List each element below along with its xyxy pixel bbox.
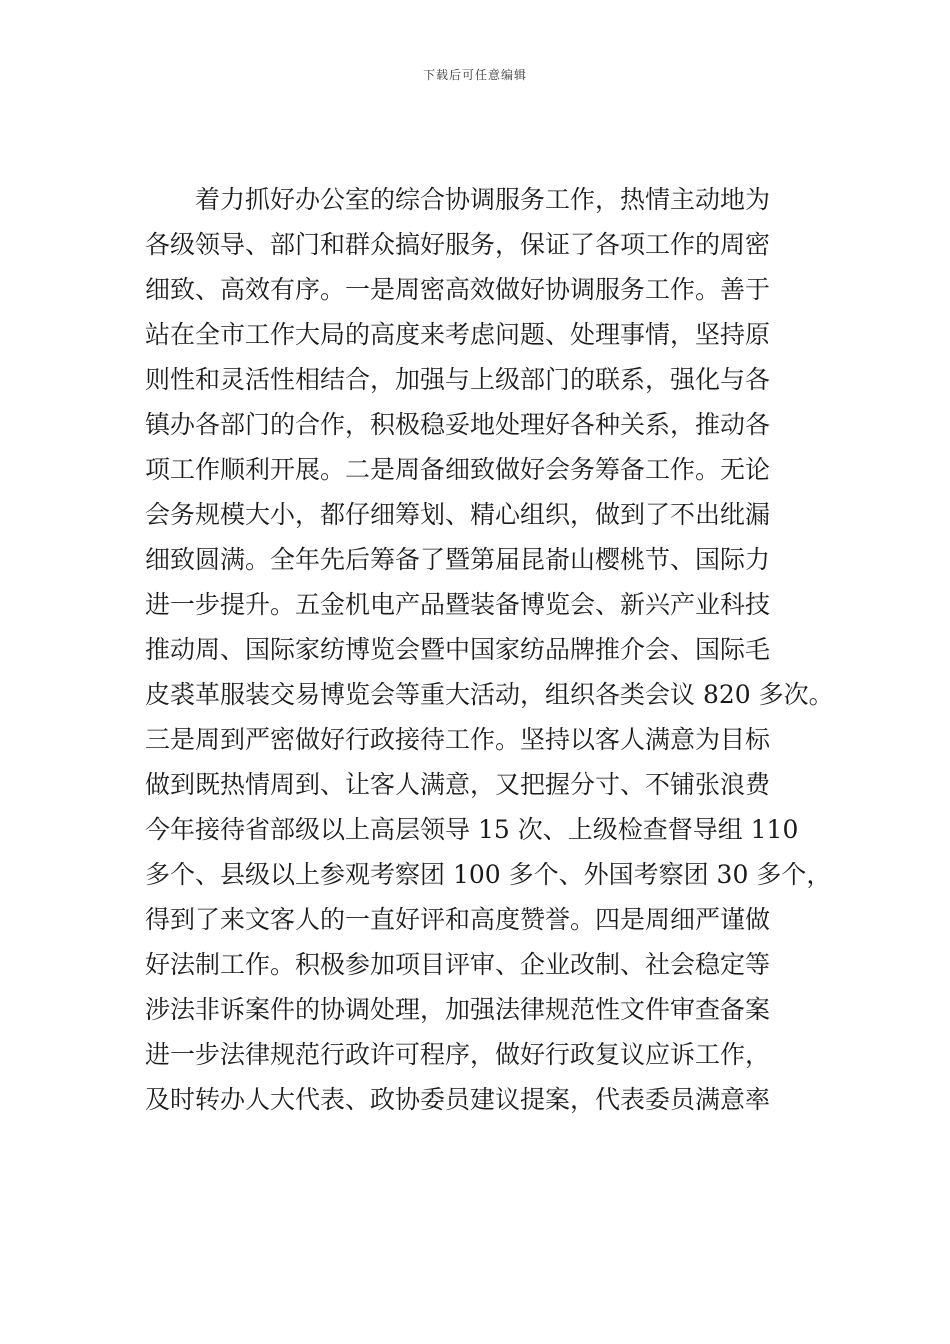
text-line: 着力抓好办公室的综合协调服务工作，热情主动地为 <box>195 185 771 214</box>
text-line: 涉法非诉案件的协调处理，加强法律规范性文件审查备案 <box>145 995 771 1024</box>
text-line: 及时转办人大代表、政协委员建议提案，代表委员满意率 <box>145 1085 771 1114</box>
text-line: 进一步提升。五金机电产品暨装备博览会、新兴产业科技 <box>145 590 771 619</box>
text-line: 镇办各部门的合作，积极稳妥地处理好各种关系，推动各 <box>145 410 771 439</box>
text-line: 进一步法律规范行政许可程序，做好行政复议应诉工作， <box>145 1040 771 1069</box>
body-paragraph <box>145 177 834 1122</box>
text-line: 各级领导、部门和群众搞好服务，保证了各项工作的周密 <box>145 230 771 259</box>
text-line: 站在全市工作大局的高度来考虑问题、处理事情，坚持原 <box>145 320 771 349</box>
text-line: 做到既热情周到、让客人满意，又把握分寸、不铺张浪费 <box>145 770 771 799</box>
text-line: 细致圆满。全年先后筹备了暨第届昆嵛山樱桃节、国际力 <box>145 545 771 574</box>
text-line: 得到了来文客人的一直好评和高度赞誉。四是周细严谨做 <box>145 905 771 934</box>
text-line: 多个、县级以上参观考察团 100 多个、外国考察团 30 多个， <box>145 860 832 889</box>
text-line: 项工作顺利开展。二是周备细致做好会务筹备工作。无论 <box>145 455 771 484</box>
text-line: 三是周到严密做好行政接待工作。坚持以客人满意为目标 <box>145 725 771 754</box>
text-line: 推动周、国际家纺博览会暨中国家纺品牌推介会、国际毛 <box>145 635 771 664</box>
text-line: 细致、高效有序。一是周密高效做好协调服务工作。善于 <box>145 275 771 304</box>
text-line: 会务规模大小，都仔细筹划、精心组织，做到了不出纰漏 <box>145 500 771 529</box>
text-line: 今年接待省部级以上高层领导 15 次、上级检查督导组 110 <box>145 815 799 844</box>
text-line: 好法制工作。积极参加项目评审、企业改制、社会稳定等 <box>145 950 771 979</box>
text-line: 皮裘革服装交易博览会等重大活动，组织各类会议 820 多次。 <box>145 680 834 709</box>
text-line: 则性和灵活性相结合，加强与上级部门的联系，强化与各 <box>145 365 771 394</box>
header-note: 下载后可任意编辑 <box>422 68 527 82</box>
